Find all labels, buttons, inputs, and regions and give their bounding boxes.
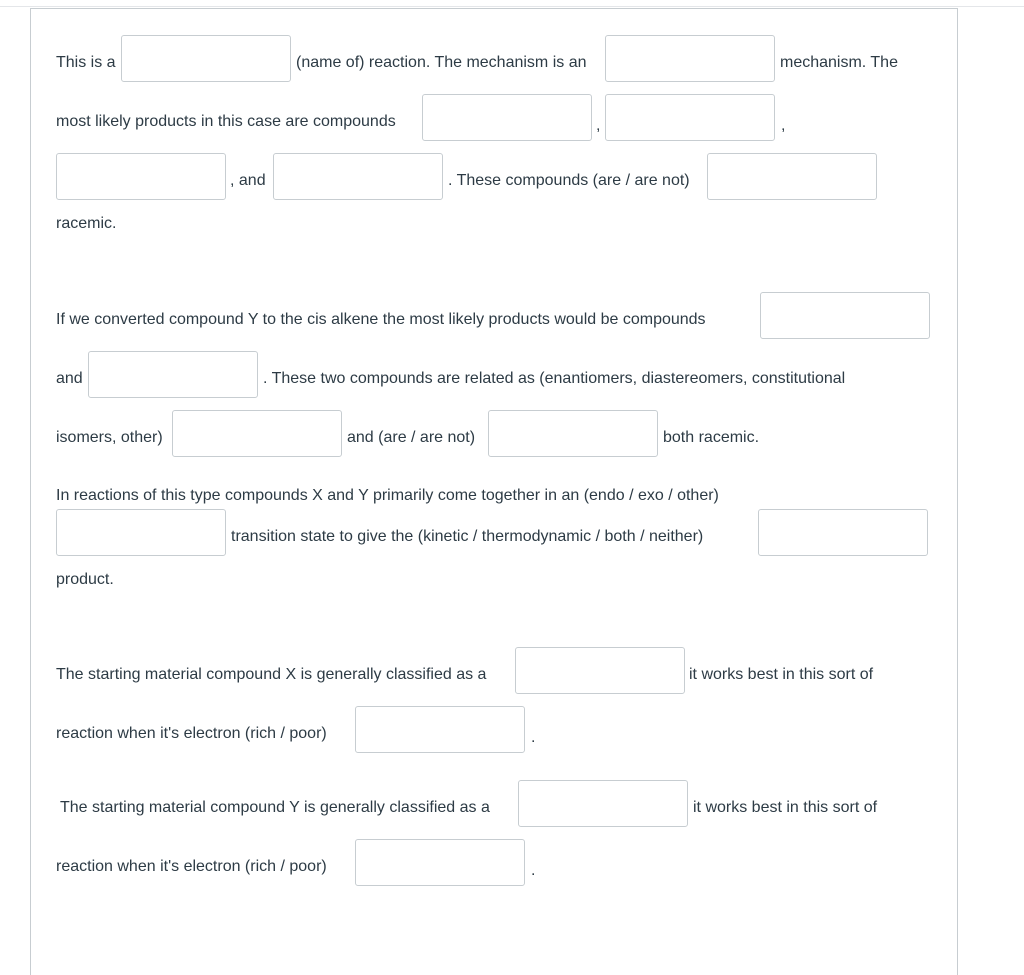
mechanism-type-input[interactable]	[605, 35, 775, 82]
text-and-are-not: and (are / are not)	[347, 429, 476, 446]
x-classification-input[interactable]	[515, 647, 685, 694]
product-4-input[interactable]	[273, 153, 443, 200]
endo-exo-input[interactable]	[56, 509, 226, 556]
text-reaction-when-y: reaction when it's electron (rich / poor)	[56, 858, 327, 875]
text-and: , and	[230, 172, 266, 189]
relationship-input[interactable]	[172, 410, 342, 457]
reaction-name-input[interactable]	[121, 35, 291, 82]
product-2-input[interactable]	[605, 94, 775, 141]
y-rich-poor-input[interactable]	[355, 839, 525, 886]
top-divider	[0, 6, 1024, 7]
cis-product-2-input[interactable]	[88, 351, 258, 398]
text-both-racemic: both racemic.	[663, 429, 760, 446]
cis-racemic-choice-input[interactable]	[488, 410, 658, 457]
text-this-is-a: This is a	[56, 54, 116, 71]
text-period: .	[531, 729, 536, 746]
text-comma: ,	[781, 117, 786, 134]
text-starting-material-x: The starting material compound X is generally classified as a	[56, 666, 487, 683]
text-period: .	[531, 862, 536, 879]
text-works-best-y: it works best in this sort of	[693, 799, 878, 816]
racemic-choice-input[interactable]	[707, 153, 877, 200]
text-if-we-converted: If we converted compound Y to the cis alkene the most likely products would be compounds	[56, 311, 706, 328]
text-mechanism-the: mechanism. The	[780, 54, 898, 71]
text-most-likely-products: most likely products in this case are compounds	[56, 113, 396, 130]
text-transition-state: transition state to give the (kinetic / thermodynamic / both / neither)	[231, 528, 704, 545]
text-these-compounds: . These compounds (are / are not)	[448, 172, 690, 189]
product-3-input[interactable]	[56, 153, 226, 200]
y-classification-input[interactable]	[518, 780, 688, 827]
text-reaction-when-x: reaction when it's electron (rich / poor)	[56, 725, 327, 742]
text-these-two-compounds: . These two compounds are related as (enantiomers, diastereomers, constitutional	[263, 370, 846, 387]
text-starting-material-y: The starting material compound Y is generally classified as a	[60, 799, 490, 816]
text-name-of-reaction: (name of) reaction. The mechanism is an	[296, 54, 587, 71]
x-rich-poor-input[interactable]	[355, 706, 525, 753]
text-racemic: racemic.	[56, 215, 117, 232]
cis-product-1-input[interactable]	[760, 292, 930, 339]
kinetic-thermo-input[interactable]	[758, 509, 928, 556]
text-works-best-x: it works best in this sort of	[689, 666, 874, 683]
text-in-reactions: In reactions of this type compounds X and Y primarily come together in an (endo / exo / other)	[56, 487, 719, 504]
text-comma: ,	[596, 117, 601, 134]
text-and: and	[56, 370, 83, 387]
product-1-input[interactable]	[422, 94, 592, 141]
text-isomers-other: isomers, other)	[56, 429, 163, 446]
text-product: product.	[56, 571, 114, 588]
